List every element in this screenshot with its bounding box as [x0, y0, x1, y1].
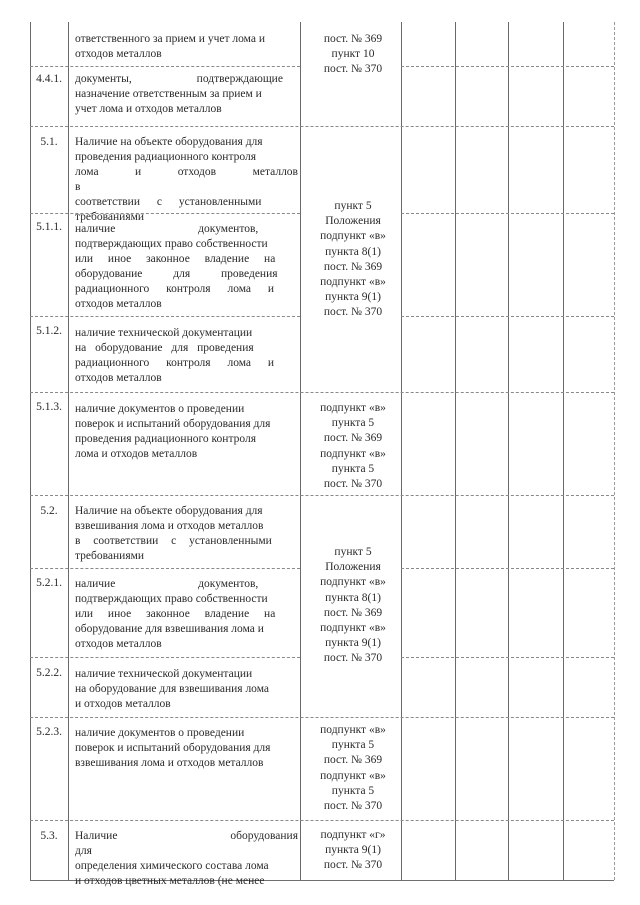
row-divider: [401, 657, 614, 658]
text-line: наличие документов,: [75, 223, 259, 235]
reference-line: пост. № 369: [323, 432, 383, 445]
reference-line: подпункт «в»: [320, 576, 386, 589]
reference-line: пункта 9(1): [325, 291, 381, 304]
text-line: проведения радиационного контроля: [75, 433, 256, 445]
reference-line: пункта 8(1): [325, 245, 381, 258]
text-line: или иное законное владение на: [75, 608, 276, 620]
text-line: документы, подтверждающие: [75, 73, 283, 85]
text-line: наличие технической документации: [75, 327, 253, 339]
legal-reference: [306, 32, 400, 78]
legal-reference: [306, 723, 400, 814]
column-border-left: [30, 22, 31, 880]
row-divider: [30, 495, 614, 496]
reference-line: пункта 9(1): [325, 637, 381, 650]
text-line: наличие документов о проведении: [75, 727, 245, 739]
reference-line: подпункт «г»: [320, 829, 386, 841]
reference-line: Положения: [325, 215, 381, 228]
text-line: отходов металлов: [75, 48, 162, 60]
row-divider: [30, 66, 300, 67]
item-number: 5.2.: [40, 505, 58, 517]
requirement-text: [75, 667, 298, 712]
text-line: оборудование для взвешивания лома и: [75, 623, 264, 635]
requirement-text: [75, 72, 298, 117]
text-line: подтверждающих право собственности: [75, 593, 268, 605]
reference-line: подпункт «в»: [320, 230, 386, 243]
column-border-na: [563, 22, 564, 880]
text-line: в соответствии с установленными: [75, 535, 272, 547]
item-number: 5.2.3.: [36, 726, 62, 738]
row-divider: [30, 126, 614, 127]
requirement-text: [75, 32, 298, 62]
row-divider: [30, 392, 614, 393]
requirement-text: [75, 504, 298, 564]
reference-line: пост. № 370: [323, 478, 383, 491]
row-divider: [30, 717, 614, 718]
text-line: на оборудование для взвешивания лома: [75, 683, 270, 695]
reference-line: подпункт «в»: [320, 402, 386, 414]
column-border-no: [508, 22, 509, 880]
row-divider: [30, 316, 300, 317]
item-number: 5.3.: [40, 830, 58, 842]
legal-reference: [306, 828, 400, 874]
reference-line: подпункт «в»: [320, 769, 386, 782]
row-divider: [401, 66, 614, 67]
column-border-number: [68, 22, 69, 880]
text-line: проведения радиационного контроля: [75, 151, 256, 163]
item-number: 5.1.3.: [36, 401, 62, 413]
reference-line: пункта 5: [331, 417, 375, 430]
text-line: или иное законное владение на: [75, 253, 276, 265]
column-border-yes: [455, 22, 456, 880]
text-line: отходов металлов: [75, 298, 162, 310]
reference-line: подпункт «в»: [320, 622, 386, 635]
text-line: оборудование для проведения: [75, 268, 278, 280]
item-number: 5.1.: [40, 136, 58, 148]
item-number: 5.1.1.: [36, 221, 62, 233]
row-divider: [30, 568, 300, 569]
item-number: 5.1.2.: [36, 325, 62, 337]
column-border-right: [614, 22, 615, 880]
item-number: 4.4.1.: [36, 73, 62, 85]
reference-line: пункт 5: [334, 200, 372, 212]
requirement-text: [75, 726, 298, 771]
item-number: 5.2.1.: [36, 577, 62, 589]
text-line: Наличие на объекте оборудования для: [75, 505, 263, 517]
reference-line: пункта 9(1): [325, 844, 381, 857]
column-border-reference: [401, 22, 402, 880]
reference-line: пост. № 370: [323, 800, 383, 813]
text-line: на оборудование для проведения: [75, 342, 254, 354]
text-line: радиационного контроля лома и: [75, 357, 275, 369]
reference-line: пост. № 369: [323, 754, 383, 767]
reference-line: пост. № 370: [323, 306, 383, 319]
reference-line: пост. № 370: [323, 63, 383, 76]
legal-reference: [306, 545, 400, 667]
text-line: и отходов цветных металлов (не менее: [75, 875, 265, 887]
text-line: учет лома и отходов металлов: [75, 103, 222, 115]
item-number: 5.2.2.: [36, 667, 62, 679]
requirement-text: [75, 222, 298, 312]
text-line: требованиями: [75, 550, 145, 562]
text-line: ответственного за прием и учет лома и: [75, 33, 265, 45]
text-line: наличие технической документации: [75, 668, 253, 680]
reference-line: Положения: [325, 561, 381, 574]
reference-line: пост. № 370: [323, 652, 383, 665]
requirement-text: [75, 829, 298, 889]
reference-line: пост. № 369: [323, 260, 383, 273]
text-line: лома и отходов металлов в: [75, 166, 298, 193]
text-line: и отходов металлов: [75, 698, 171, 710]
text-line: отходов металлов: [75, 372, 162, 384]
row-divider: [30, 820, 614, 821]
requirement-text: [75, 577, 298, 652]
reference-line: пост. № 369: [323, 606, 383, 619]
reference-line: пункта 5: [331, 462, 375, 475]
reference-line: пункта 8(1): [325, 591, 381, 604]
row-divider: [30, 657, 300, 658]
requirement-text: [75, 135, 298, 225]
column-border-requirement: [300, 22, 301, 880]
row-divider: [401, 316, 614, 317]
requirement-text: [75, 402, 298, 462]
text-line: определения химического состава лома: [75, 860, 269, 872]
text-line: взвешивания лома и отходов металлов: [75, 757, 264, 769]
reference-line: пост. № 370: [323, 859, 383, 872]
legal-reference: [306, 401, 400, 492]
text-line: поверок и испытаний оборудования для: [75, 418, 271, 430]
text-line: Наличие на объекте оборудования для: [75, 136, 263, 148]
text-line: подтверждающих право собственности: [75, 238, 268, 250]
reference-line: пункт 10: [331, 48, 375, 61]
text-line: отходов металлов: [75, 638, 162, 650]
text-line: радиационного контроля лома и: [75, 283, 275, 295]
reference-line: подпункт «в»: [320, 447, 386, 460]
reference-line: пункта 5: [331, 739, 375, 752]
reference-line: пункт 5: [334, 546, 372, 558]
text-line: поверок и испытаний оборудования для: [75, 742, 271, 754]
text-line: наличие документов,: [75, 578, 259, 590]
row-divider: [401, 213, 614, 214]
text-line: наличие документов о проведении: [75, 403, 245, 415]
text-line: Наличие оборудования для: [75, 830, 298, 857]
reference-line: пункта 5: [331, 784, 375, 797]
text-line: соответствии с установленными: [75, 196, 262, 208]
reference-line: подпункт «в»: [320, 276, 386, 289]
reference-line: подпункт «в»: [320, 724, 386, 736]
requirement-text: [75, 326, 298, 386]
text-line: назначение ответственным за прием и: [75, 88, 262, 100]
text-line: требованиями: [75, 211, 145, 223]
text-line: взвешивания лома и отходов металлов: [75, 520, 264, 532]
text-line: лома и отходов металлов: [75, 448, 198, 460]
reference-line: пост. № 369: [323, 33, 383, 45]
legal-reference: [306, 199, 400, 321]
row-divider: [401, 568, 614, 569]
